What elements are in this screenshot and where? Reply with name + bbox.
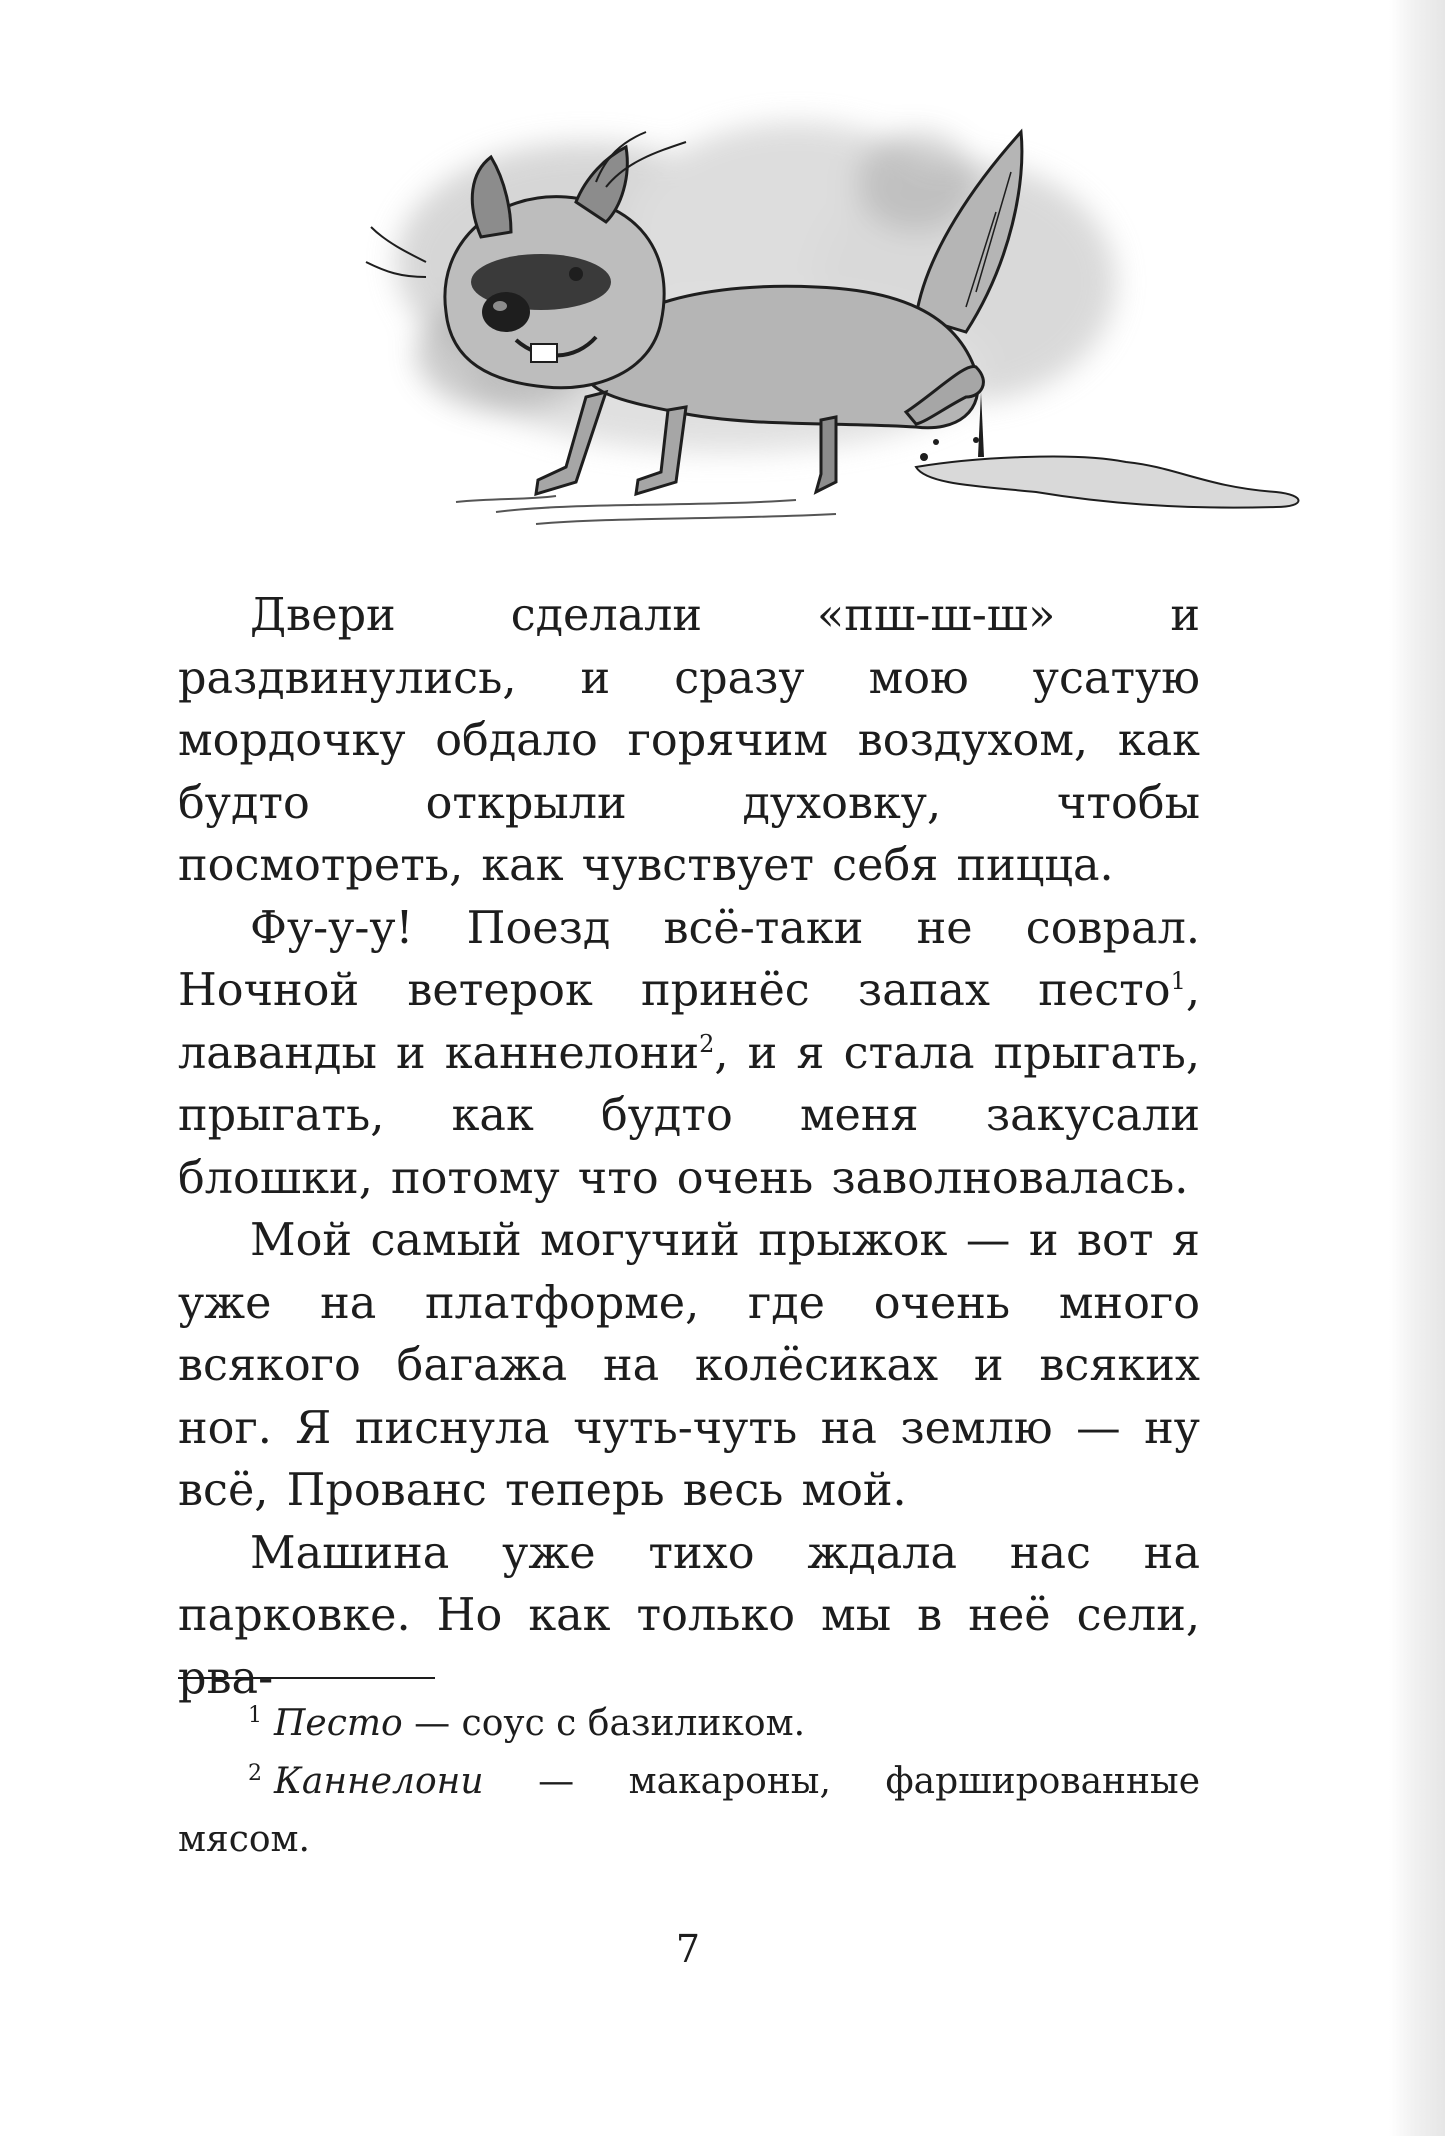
paragraph-text: , лаванды и каннелони bbox=[178, 965, 1200, 1079]
paragraph: Машина уже тихо ждала нас на парковке. Но как только мы в неё сели, рва- bbox=[178, 1527, 1200, 1704]
paragraph: Мой самый могучий прыжок — и вот я уже на платформе, где очень много всякого багажа на колёсиках и всяких ног. Я писнула чуть-чуть на землю — ну всё, Прованс теперь весь мой. bbox=[178, 1215, 1200, 1516]
footnote bbox=[178, 1753, 1200, 1869]
footnote-definition: — макароны, фаршированные мясом. bbox=[178, 1761, 1200, 1860]
footnote-divider bbox=[178, 1677, 435, 1679]
footnote-definition: — соус с базиликом. bbox=[402, 1703, 806, 1744]
dog-eye bbox=[569, 267, 583, 281]
dog-nose bbox=[482, 292, 530, 332]
footnote-ref[interactable]: 1 bbox=[1170, 967, 1186, 996]
footnotes bbox=[178, 1695, 1200, 1869]
page-number: 7 bbox=[675, 1927, 701, 1971]
body-text bbox=[178, 585, 1200, 1710]
footnote-term: Песто bbox=[274, 1703, 403, 1744]
paragraph-text: Фу-у-у! Поезд всё-таки не соврал. Ночной ветерок принёс запах песто bbox=[178, 902, 1200, 1016]
footnote bbox=[178, 1695, 1200, 1753]
puddle bbox=[916, 457, 1299, 508]
paragraph-text: , и я стала прыгать, прыгать, как будто меня закусали блошки, потому что очень заволновалась. bbox=[178, 1027, 1200, 1204]
footnote-number: 1 bbox=[248, 1703, 262, 1728]
page-edge-shadow bbox=[1389, 0, 1445, 2136]
footnote-term: Каннелони bbox=[274, 1761, 484, 1802]
footnote-number: 2 bbox=[248, 1761, 262, 1786]
dog-illustration bbox=[276, 62, 1321, 562]
paragraph: Двери сделали «пш-ш-ш» и раздвинулись, и сразу мою усатую мордочку обдало горячим воздухом, как будто открыли духовку, чтобы посмотреть, как чувствует себя пицца. bbox=[178, 590, 1200, 891]
ground-lines bbox=[456, 496, 836, 524]
paragraph bbox=[178, 898, 1200, 1211]
dog-teeth bbox=[531, 344, 557, 362]
footnote-ref[interactable]: 2 bbox=[699, 1029, 715, 1058]
